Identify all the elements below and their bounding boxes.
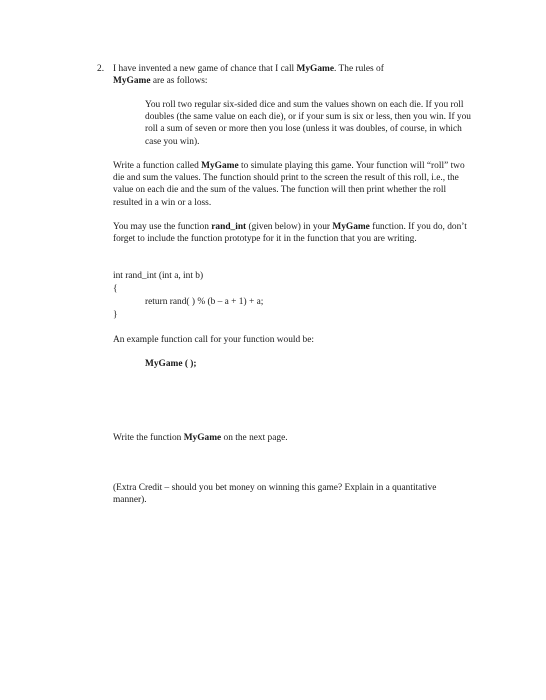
rand-text-1: You may use the function xyxy=(113,222,212,232)
question-intro xyxy=(113,63,443,87)
write-function-text: to simulate playing this game. Your function will “roll” two die and sum the values. The function should print to the screen the result of this roll, i.e., the value on each die and the sum of the values. The function will then print whether the roll resulted in a win or a loss. xyxy=(113,161,465,208)
code-line-4: } xyxy=(113,310,118,320)
game-name: MyGame xyxy=(113,76,151,87)
extra-credit: (Extra Credit – should you bet money on winning this game? Explain in a quantitative manner). xyxy=(113,483,437,506)
game-name: MyGame xyxy=(332,222,370,232)
question-number: 2. xyxy=(97,64,105,74)
game-name: MyGame xyxy=(296,64,335,74)
intro-text-1: I have invented a new game of chance that I call xyxy=(113,64,297,74)
write-function-paragraph: Write a function called MyGame to simulate playing this game. Your function will “roll” two die and sum the values. The function should print to the screen the result of this roll, i.e., the value on each die and the sum of the values. The function will then print whether the roll resulted in a win or a loss. xyxy=(113,161,465,208)
game-rules: You roll two regular six-sided dice and sum the values shown on each die. If you roll doubles (the same value on each die), or if your sum is six or less, then you win. If you roll a sum of seven or more then you lose (unless it was doubles, of course, in which case you win). xyxy=(145,100,471,147)
code-line-1: int rand_int (int a, int b) xyxy=(113,271,204,281)
rand-text-2: (given below) in your xyxy=(246,222,333,232)
rand-text-3: function. If you do, don’t forget to include the function prototype for it in the function that you are writing. xyxy=(113,222,467,245)
example-label: An example function call for your function would be: xyxy=(113,335,314,345)
intro-text-3: are as follows: xyxy=(150,76,208,87)
function-name: rand_int xyxy=(211,222,247,232)
next-page-note xyxy=(113,432,288,444)
code-line-2: { xyxy=(113,284,118,294)
game-name: MyGame xyxy=(183,433,222,443)
next-page-text-2: on the next page. xyxy=(221,433,288,443)
example-call xyxy=(145,358,197,370)
next-page-text-1: Write the function xyxy=(113,433,184,443)
intro-text-2: . The rules of xyxy=(334,64,387,74)
example-call-text: MyGame ( ); xyxy=(145,359,197,369)
game-name: MyGame xyxy=(201,161,239,171)
rand-int-paragraph xyxy=(113,221,478,245)
code-line-3: return rand( ) % (b – a + 1) + a; xyxy=(145,297,264,307)
